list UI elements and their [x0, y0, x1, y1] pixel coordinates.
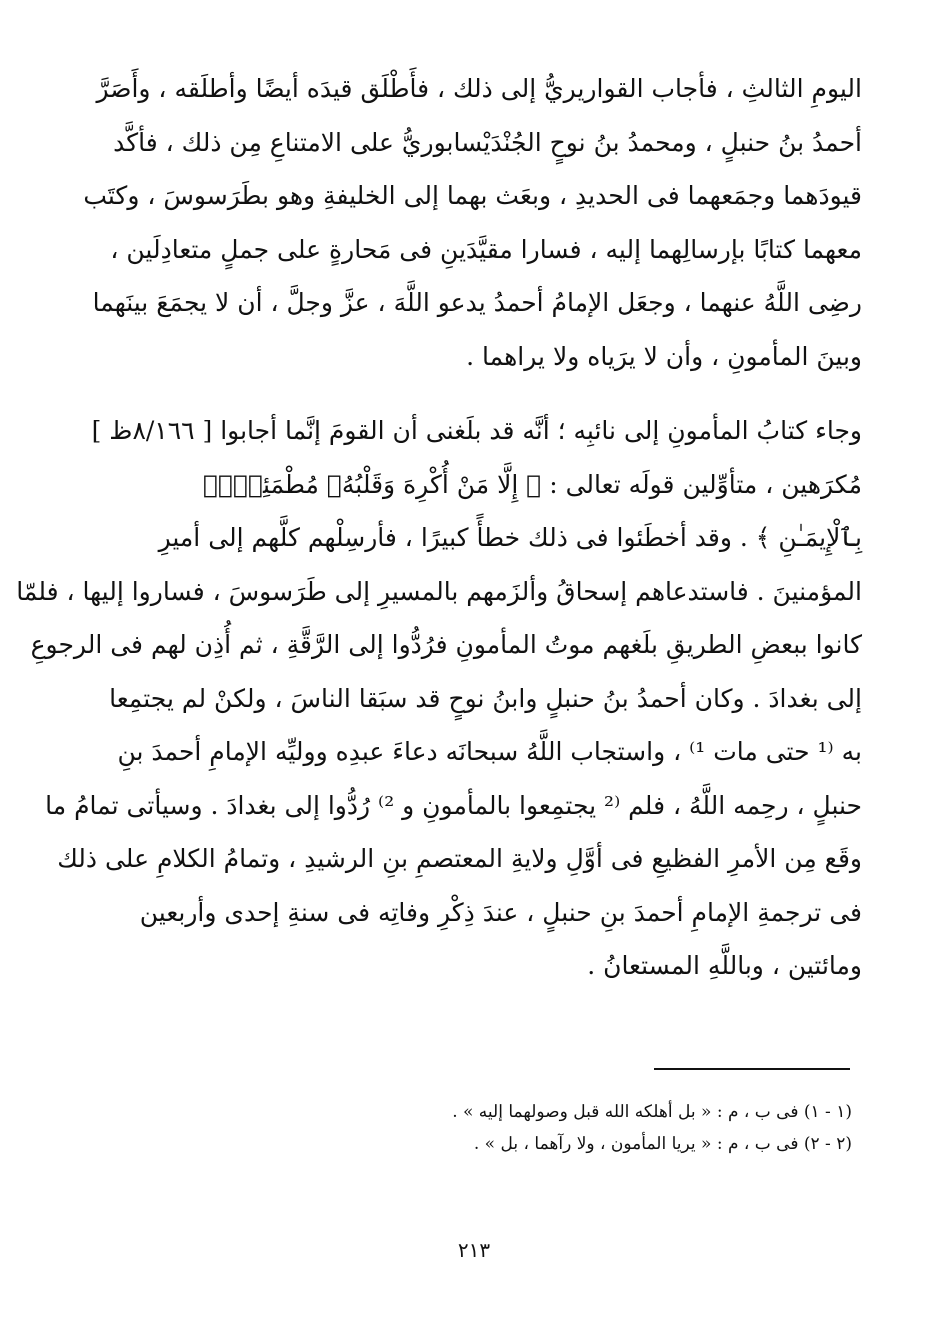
- text-line: ومائتين ، وباللَّهِ المستعانُ .: [587, 951, 862, 980]
- text-line: وبينَ المأمونِ ، وأن لا يرَياه ولا يراهما .: [466, 341, 862, 371]
- footnote-divider: [654, 1068, 850, 1070]
- text-line: كانوا ببعضِ الطريقِ بلَغهم موتُ المأمونِ فرُدُّوا إلى الرَّقَّةِ ، ثم أُذِن لهم فى الرجوعِ: [30, 630, 862, 659]
- footnote-1: (١ - ١) فى ب ، م : « بل أهلكه الله قبل وصولهما إليه » .: [452, 1102, 852, 1122]
- page-number: ٢١٣: [457, 1238, 491, 1262]
- text-line: وجاء كتابُ المأمونِ إلى نائبِه ؛ أنَّه قد بلَغنى أن القومَ إنَّما أجابوا [ ٨/١٦٦ظ ]: [91, 416, 862, 445]
- paragraph-1: [83, 62, 862, 383]
- text-line: أحمدُ بنُ حنبلٍ ، ومحمدُ بنُ نوحٍ الجُنْدَيْسابوريُّ على الامتناعِ مِن ذلك ، فأكَّد: [113, 127, 862, 157]
- text-line: إلى بغدادَ . وكان أحمدُ بنُ حنبلٍ وابنُ نوحٍ قد سبَقا الناسَ ، ولكنْ لم يجتمِعا: [109, 683, 862, 713]
- footnotes: [300, 1096, 852, 1160]
- text-line: وقَع مِن الأمرِ الفظيعِ فى أوَّلِ ولايةِ المعتصمِ بنِ الرشيدِ ، وتمامُ الكلامِ على ذلك: [57, 844, 862, 873]
- text-line: مُكرَهين ، متأوِّلين قولَه تعالى : ﴿ إِلَّا مَنْ أُكْرِهَ وَقَلْبُهُۥ مُطْمَئِنٌّۢ: [203, 469, 862, 499]
- footnote-2: (٢ - ٢) فى ب ، م : « يريا المأمون ، ولا رآهما ، بل » .: [473, 1134, 852, 1154]
- text-line: فى ترجمةِ الإمامِ أحمدَ بنِ حنبلٍ ، عندَ ذِكْرِ وفاتِه فى سنةِ إحدى وأربعين: [139, 897, 862, 927]
- text-line: حنبلٍ ، رحِمه اللَّهُ ، فلم ⁽² يجتمِعوا بالمأمونِ و ²⁾ رُدُّوا إلى بغدادَ . وسيأتى تمامُ ما: [45, 790, 862, 820]
- text-line: رضِى اللَّهُ عنهما ، وجعَل الإمامُ أحمدُ يدعو اللَّهَ ، عزَّ وجلَّ ، أن لا يجمَعَ بينَهما: [92, 288, 862, 317]
- text-line: المؤمنينَ . فاستدعاهم إسحاقُ وألزَمهم بالمسيرِ إلى طَرَسوسَ ، فساروا إليها ، فلمّا: [16, 576, 862, 606]
- text-line: بِٱلْإِيمَـٰنِ ﴾ . وقد أخطَئوا فى ذلك خطأً كبيرًا ، فأرسِلْهم كلَّهم إلى أميرِ: [158, 523, 862, 552]
- paragraph-2: [16, 404, 862, 993]
- text-line: معهما كتابًا بإرسالِهما إليه ، فسارا مقيَّدَينِ فى مَحارةٍ على جملٍ متعادِلَين ،: [110, 234, 862, 264]
- text-line: اليومِ الثالثِ ، فأجاب القواريريُّ إلى ذلك ، فأَطْلَق قيدَه أيضًا وأطلَقه ، وأَصَرَّ: [96, 74, 862, 103]
- text-line: قيودَهما وجمَعهما فى الحديدِ ، وبعَث بهما إلى الخليفةِ وهو بطَرَسوسَ ، وكتَب: [83, 181, 862, 210]
- text-line: به ⁽¹ حتى مات ¹⁾ ، واستجاب اللَّهُ سبحانَه دعاءَ عبدِه ووليِّه الإمامِ أحمدَ بنِ: [117, 737, 862, 766]
